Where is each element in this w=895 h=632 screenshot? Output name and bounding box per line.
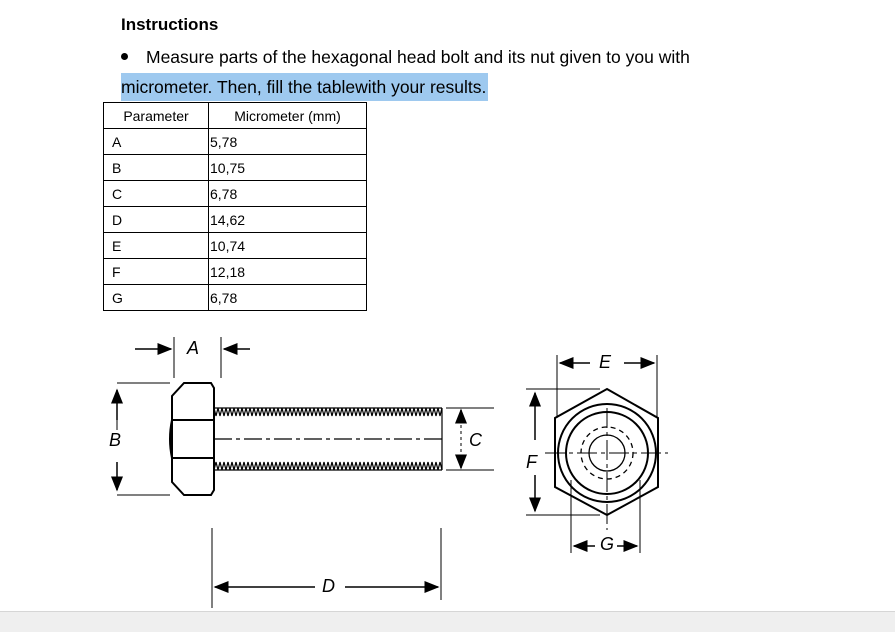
instruction-text-line1: Measure parts of the hexagonal head bolt and its nut given to you with [146, 47, 690, 67]
cell-param[interactable]: D [104, 207, 209, 233]
label-a: A [187, 338, 200, 358]
cell-param[interactable]: G [104, 285, 209, 311]
label-b: B [109, 430, 122, 450]
bolt-head-side [170, 383, 214, 495]
end-view-centerlines [545, 408, 668, 530]
cell-param[interactable]: F [104, 259, 209, 285]
instructions-heading: Instructions [121, 15, 219, 34]
header-micrometer: Micrometer (mm) [209, 103, 367, 129]
cell-param[interactable]: A [104, 129, 209, 155]
cell-param[interactable]: C [104, 181, 209, 207]
header-parameter: Parameter [104, 103, 209, 129]
cell-value[interactable]: 10,75 [209, 155, 367, 181]
cell-param[interactable]: E [104, 233, 209, 259]
cell-value[interactable]: 14,62 [209, 207, 367, 233]
bolt-shank [214, 408, 442, 470]
dim-lines-b [117, 383, 170, 495]
label-f: F [526, 452, 537, 472]
label-d: D [322, 576, 335, 596]
cell-param[interactable]: B [104, 155, 209, 181]
cell-value[interactable]: 6,78 [209, 285, 367, 311]
cell-value[interactable]: 5,78 [209, 129, 367, 155]
cell-value[interactable]: 12,18 [209, 259, 367, 285]
status-bar [0, 611, 895, 632]
cell-value[interactable]: 10,74 [209, 233, 367, 259]
label-c: C [469, 430, 482, 450]
cell-value[interactable]: 6,78 [209, 181, 367, 207]
instruction-text-line2-selected[interactable]: micrometer. Then, fill the tablewith your results. [121, 73, 488, 101]
label-g: G [600, 534, 615, 554]
label-e: E [599, 352, 612, 372]
